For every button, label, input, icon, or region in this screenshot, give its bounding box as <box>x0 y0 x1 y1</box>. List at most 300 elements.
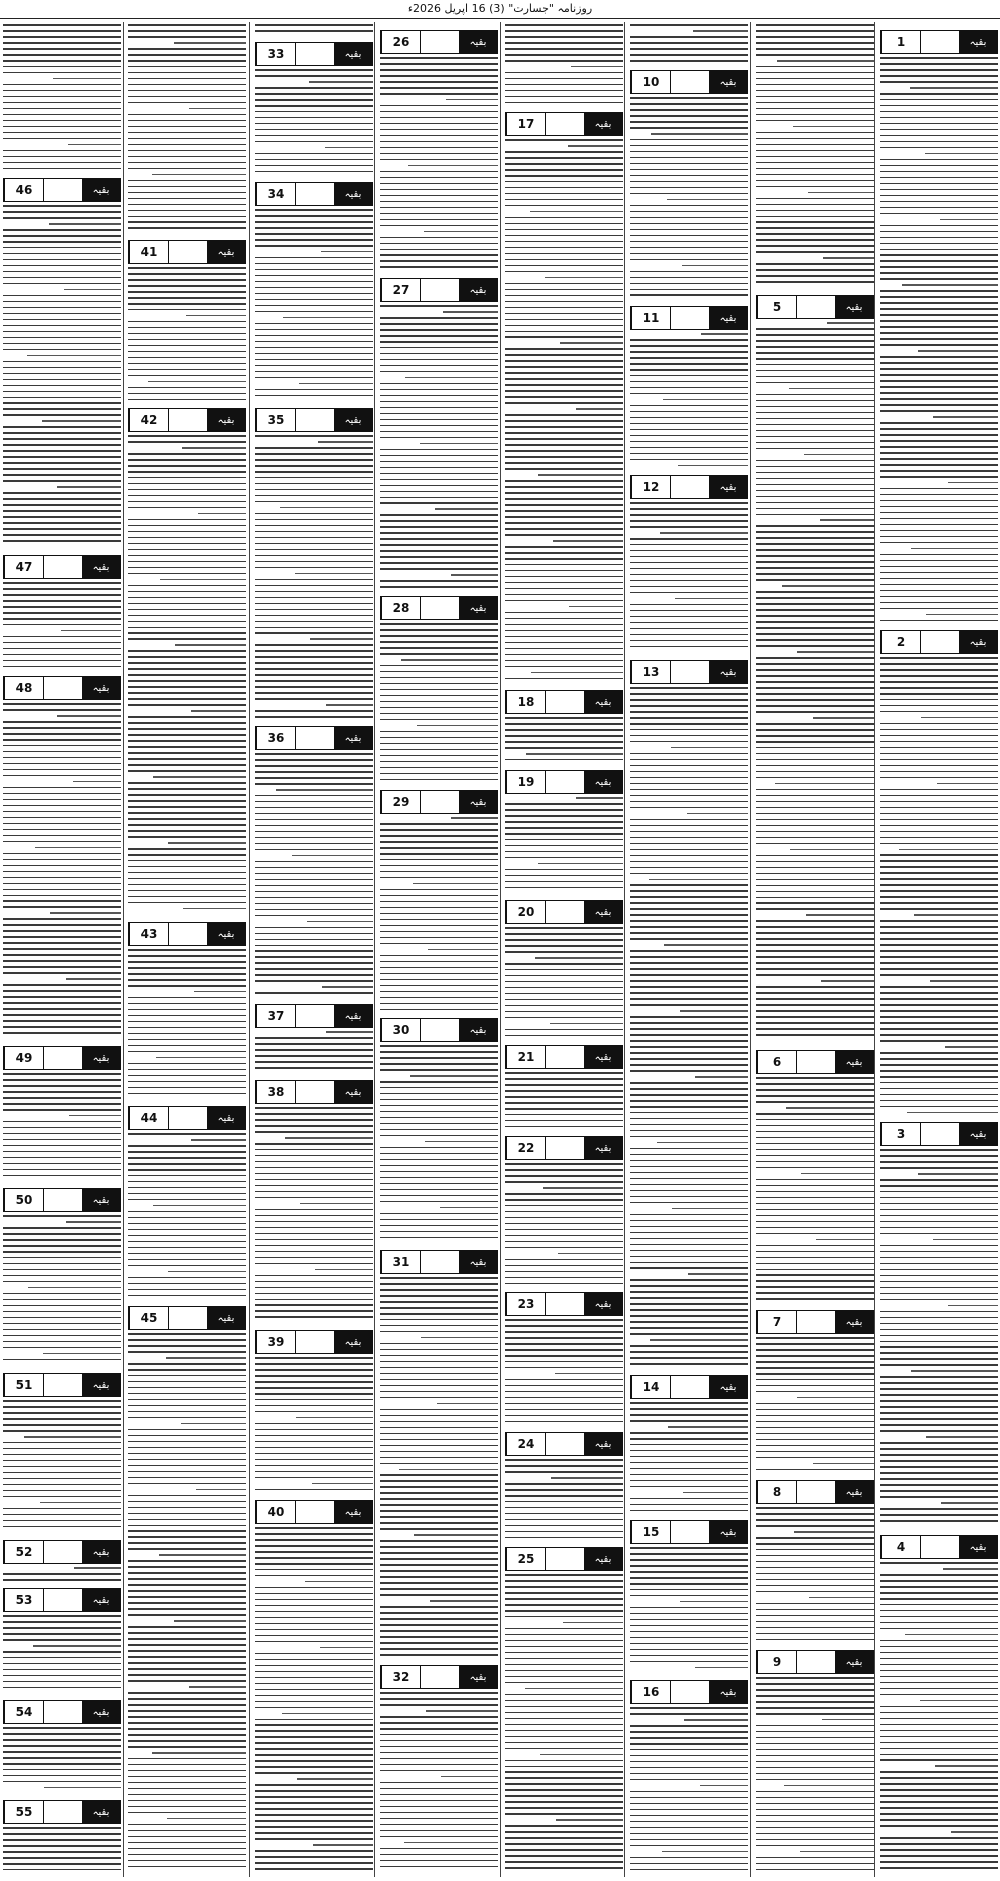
text-line <box>756 54 874 56</box>
text-line <box>451 574 498 576</box>
text-line <box>380 359 498 361</box>
article-text <box>756 1077 874 1307</box>
continuation-label: بقیہ <box>959 1123 997 1145</box>
text-line <box>756 36 874 38</box>
text-line <box>880 596 998 598</box>
text-line <box>128 285 246 287</box>
text-line <box>505 199 623 201</box>
text-line <box>880 1754 998 1756</box>
text-line <box>880 308 998 310</box>
text-line <box>128 150 246 152</box>
text-line <box>128 1175 246 1177</box>
text-line <box>3 739 121 741</box>
text-line <box>3 438 121 440</box>
text-line <box>756 1585 874 1587</box>
text-line <box>630 520 748 522</box>
text-line <box>128 1590 246 1592</box>
continuation-number: 5 <box>757 296 796 318</box>
text-line <box>880 1251 998 1253</box>
text-line <box>630 447 748 449</box>
text-line <box>505 1265 623 1267</box>
text-line <box>880 428 998 430</box>
text-line <box>3 66 121 68</box>
continuation-blank <box>545 1293 584 1315</box>
text-line <box>630 1363 748 1365</box>
text-line <box>380 1582 498 1584</box>
continuation-blank <box>670 661 709 683</box>
text-line <box>756 968 874 970</box>
text-line <box>3 385 121 387</box>
text-line <box>3 504 121 506</box>
text-line <box>880 884 998 886</box>
continuation-blank <box>295 1501 334 1523</box>
text-line <box>128 291 246 293</box>
text-line <box>255 465 373 467</box>
text-line <box>3 727 121 729</box>
text-line <box>756 1257 874 1259</box>
text-line <box>505 1676 623 1678</box>
continuation-box <box>128 1306 246 1330</box>
text-line <box>630 795 748 797</box>
text-line <box>3 1442 121 1444</box>
text-line <box>880 1442 998 1444</box>
text-line <box>313 1844 373 1846</box>
text-line <box>255 347 373 349</box>
text-line <box>756 502 874 504</box>
text-line <box>880 434 998 436</box>
text-line <box>128 1477 246 1479</box>
text-line <box>380 1373 498 1375</box>
text-line <box>3 1781 121 1783</box>
text-line <box>756 855 874 857</box>
text-line <box>3 1727 121 1729</box>
text-line <box>255 543 373 545</box>
text-line <box>3 612 121 614</box>
text-line <box>255 537 373 539</box>
text-line <box>255 1143 373 1145</box>
text-line <box>630 429 748 431</box>
text-line <box>255 395 373 397</box>
text-line <box>128 890 246 892</box>
text-line <box>880 663 998 665</box>
text-line <box>255 765 373 767</box>
text-line <box>128 1435 246 1437</box>
text-line <box>380 1758 498 1760</box>
text-line <box>880 189 998 191</box>
text-line <box>505 963 623 965</box>
text-line <box>27 355 121 357</box>
text-line <box>128 1009 246 1011</box>
text-line <box>505 534 623 536</box>
text-line <box>380 1045 498 1047</box>
text-line <box>756 531 874 533</box>
text-line <box>880 1155 998 1157</box>
text-line <box>880 1807 998 1809</box>
text-line <box>3 1145 121 1147</box>
text-line <box>630 1504 748 1506</box>
text-line <box>880 1658 998 1660</box>
text-line <box>380 1788 498 1790</box>
text-line <box>380 1057 498 1059</box>
text-line <box>756 156 874 158</box>
text-line <box>380 707 498 709</box>
text-line <box>3 1400 121 1402</box>
text-line <box>880 302 998 304</box>
text-line <box>505 414 623 416</box>
continuation-blank <box>43 1589 82 1611</box>
text-line <box>880 968 998 970</box>
text-line <box>756 442 874 444</box>
text-line <box>880 956 998 958</box>
text-line <box>255 644 373 646</box>
text-line <box>505 723 623 725</box>
text-line <box>756 340 874 342</box>
text-line <box>505 295 623 297</box>
text-line <box>880 1275 998 1277</box>
article-text <box>128 24 246 237</box>
text-line <box>380 1225 498 1227</box>
text-line <box>630 1773 748 1775</box>
text-line <box>756 1028 874 1030</box>
text-line <box>505 1415 623 1417</box>
text-line <box>926 614 998 616</box>
continuation-blank <box>545 113 584 135</box>
continuation-box <box>880 630 998 654</box>
text-line <box>3 853 121 855</box>
continuation-number: 30 <box>381 1019 420 1041</box>
text-line <box>663 399 748 401</box>
text-line <box>756 1519 874 1521</box>
text-line <box>505 498 623 500</box>
continuation-number: 45 <box>129 1307 168 1329</box>
text-line <box>148 381 246 383</box>
continuation-box <box>380 1665 498 1689</box>
text-line <box>128 495 246 497</box>
text-line <box>505 1114 623 1116</box>
text-line <box>505 975 623 977</box>
text-line <box>3 1460 121 1462</box>
column-rule <box>624 22 625 1877</box>
text-line <box>784 1785 874 1787</box>
text-line <box>380 1153 498 1155</box>
text-line <box>505 253 623 255</box>
text-line <box>505 1837 623 1839</box>
text-line <box>649 879 748 881</box>
text-line <box>505 1586 623 1588</box>
continuation-label: بقیہ <box>82 1541 120 1563</box>
text-line <box>756 210 874 212</box>
text-line <box>380 1540 498 1542</box>
text-line <box>505 1277 623 1279</box>
text-line <box>756 1227 874 1229</box>
continuation-number: 8 <box>757 1481 796 1503</box>
text-line <box>66 978 121 980</box>
text-line <box>255 335 373 337</box>
text-line <box>756 1707 874 1709</box>
text-line <box>380 93 498 95</box>
text-line <box>128 1800 246 1802</box>
text-line <box>880 1484 998 1486</box>
text-line <box>380 1854 498 1856</box>
text-line <box>255 879 373 881</box>
text-line <box>756 1737 874 1739</box>
text-line <box>128 902 246 904</box>
text-line <box>3 1139 121 1141</box>
text-line <box>880 1191 998 1193</box>
text-line <box>630 193 748 195</box>
text-line <box>756 705 874 707</box>
text-line <box>152 1752 246 1754</box>
continuation-box <box>756 1310 874 1334</box>
text-line <box>756 24 874 26</box>
text-line <box>3 235 121 237</box>
text-line <box>505 1736 623 1738</box>
text-line <box>505 1525 623 1527</box>
text-line <box>198 513 246 515</box>
text-line <box>401 659 498 661</box>
text-line <box>630 1631 748 1633</box>
text-line <box>128 1033 246 1035</box>
text-line <box>255 627 373 629</box>
text-line <box>505 1084 623 1086</box>
article-text <box>505 717 623 767</box>
text-line <box>630 1094 748 1096</box>
text-line <box>3 1526 121 1528</box>
text-line <box>756 891 874 893</box>
continuation-blank <box>43 556 82 578</box>
text-line <box>380 1385 498 1387</box>
text-line <box>255 1304 373 1306</box>
text-line <box>756 1022 874 1024</box>
text-line <box>630 562 748 564</box>
text-line <box>380 755 498 757</box>
text-line <box>128 812 246 814</box>
text-line <box>756 144 874 146</box>
text-line <box>128 1229 246 1231</box>
article-text <box>128 1333 246 1876</box>
text-line <box>880 687 998 689</box>
text-line <box>399 1469 498 1471</box>
text-line <box>630 253 748 255</box>
text-line <box>880 1604 998 1606</box>
text-line <box>128 1453 246 1455</box>
continuation-blank <box>168 1107 207 1129</box>
text-line <box>380 1415 498 1417</box>
continuation-number: 3 <box>881 1123 920 1145</box>
text-line <box>505 462 623 464</box>
text-line <box>255 716 373 718</box>
text-line <box>756 72 874 74</box>
text-line <box>322 986 373 988</box>
text-line <box>3 1833 121 1835</box>
continuation-number: 22 <box>506 1137 545 1159</box>
text-line <box>880 1088 998 1090</box>
text-line <box>630 604 748 606</box>
text-line <box>3 1026 121 1028</box>
text-line <box>880 320 998 322</box>
text-line <box>880 819 998 821</box>
text-line <box>880 231 998 233</box>
text-line <box>3 1472 121 1474</box>
continuation-number: 35 <box>256 409 295 431</box>
text-line <box>563 1622 623 1624</box>
text-line <box>630 247 748 249</box>
text-line <box>183 908 246 910</box>
text-line <box>937 783 998 785</box>
text-line <box>3 966 121 968</box>
text-line <box>255 159 373 161</box>
text-line <box>380 865 498 867</box>
continuation-label: بقیہ <box>82 677 120 699</box>
continuation-number: 7 <box>757 1311 796 1333</box>
text-line <box>756 908 874 910</box>
text-line <box>255 825 373 827</box>
text-line <box>880 602 998 604</box>
text-line <box>255 650 373 652</box>
text-line <box>756 627 874 629</box>
continuation-blank <box>670 476 709 498</box>
text-line <box>128 746 246 748</box>
text-line <box>255 221 373 223</box>
text-line <box>380 254 498 256</box>
text-line <box>756 962 874 964</box>
continuation-box <box>255 182 373 206</box>
text-line <box>380 895 498 897</box>
text-line <box>756 1298 874 1300</box>
text-line <box>128 1289 246 1291</box>
text-line <box>255 1221 373 1223</box>
text-line <box>255 525 373 527</box>
text-line <box>630 508 748 510</box>
text-line <box>128 1854 246 1856</box>
text-line <box>380 1237 498 1239</box>
continuation-box <box>3 1373 121 1397</box>
text-line <box>630 1583 748 1585</box>
text-line <box>3 48 121 50</box>
text-line <box>630 1637 748 1639</box>
text-line <box>3 841 121 843</box>
text-line <box>756 1833 874 1835</box>
text-line <box>630 1148 748 1150</box>
continuation-blank <box>545 901 584 923</box>
text-line <box>630 211 748 213</box>
text-line <box>505 438 623 440</box>
text-line <box>380 1213 498 1215</box>
continuation-box <box>505 1432 623 1456</box>
text-line <box>128 126 246 128</box>
text-line <box>630 1649 748 1651</box>
text-line <box>505 331 623 333</box>
text-line <box>505 1592 623 1594</box>
continuation-number: 10 <box>631 71 670 93</box>
text-line <box>505 1706 623 1708</box>
text-line <box>128 1333 246 1335</box>
text-line <box>128 973 246 975</box>
text-line <box>880 860 998 862</box>
text-line <box>505 1825 623 1827</box>
text-line <box>880 1861 998 1863</box>
text-line <box>128 1866 246 1868</box>
text-line <box>630 369 748 371</box>
text-line <box>756 615 874 617</box>
text-line <box>505 247 623 249</box>
continuation-label: بقیہ <box>82 1801 120 1823</box>
text-line <box>255 897 373 899</box>
text-line <box>380 841 498 843</box>
text-line <box>255 1239 373 1241</box>
text-line <box>128 267 246 269</box>
continuation-box <box>505 1292 623 1316</box>
text-line <box>380 997 498 999</box>
text-line <box>255 1677 373 1679</box>
text-line <box>3 823 121 825</box>
text-line <box>630 831 748 833</box>
text-line <box>505 857 623 859</box>
text-line <box>380 69 498 71</box>
text-line <box>380 117 498 119</box>
continuation-box <box>255 408 373 432</box>
text-line <box>128 716 246 718</box>
text-line <box>255 1701 373 1703</box>
text-line <box>823 257 874 259</box>
text-line <box>880 207 998 209</box>
text-line <box>380 1618 498 1620</box>
text-line <box>255 1557 373 1559</box>
article-text <box>3 1615 121 1697</box>
text-line <box>505 1718 623 1720</box>
text-line <box>505 1096 623 1098</box>
text-line <box>152 174 246 176</box>
text-line <box>505 1616 623 1618</box>
text-line <box>380 719 498 721</box>
text-line <box>128 836 246 838</box>
text-line <box>505 803 623 805</box>
text-line <box>3 877 121 879</box>
text-line <box>756 30 874 32</box>
text-line <box>505 564 623 566</box>
text-line <box>925 153 998 155</box>
text-line <box>918 350 998 352</box>
text-line <box>128 1399 246 1401</box>
text-line <box>380 907 498 909</box>
text-line <box>630 411 748 413</box>
text-line <box>380 1570 498 1572</box>
text-line <box>380 1474 498 1476</box>
text-line <box>880 1478 998 1480</box>
text-line <box>756 1349 874 1351</box>
text-line <box>380 317 498 319</box>
text-line <box>505 1742 623 1744</box>
text-line <box>3 1496 121 1498</box>
text-line <box>255 501 373 503</box>
text-line <box>380 1504 498 1506</box>
text-line <box>880 843 998 845</box>
text-line <box>3 42 121 44</box>
text-line <box>880 1412 998 1414</box>
continuation-number: 44 <box>129 1107 168 1129</box>
text-line <box>756 1367 874 1369</box>
text-line <box>310 638 373 640</box>
article-text <box>380 1692 498 1876</box>
text-line <box>437 1403 498 1405</box>
text-line <box>630 1106 748 1108</box>
text-line <box>128 896 246 898</box>
text-line <box>505 1843 623 1845</box>
text-line <box>128 1253 246 1255</box>
text-line <box>880 213 998 215</box>
text-line <box>880 422 998 424</box>
text-line <box>943 1568 998 1570</box>
